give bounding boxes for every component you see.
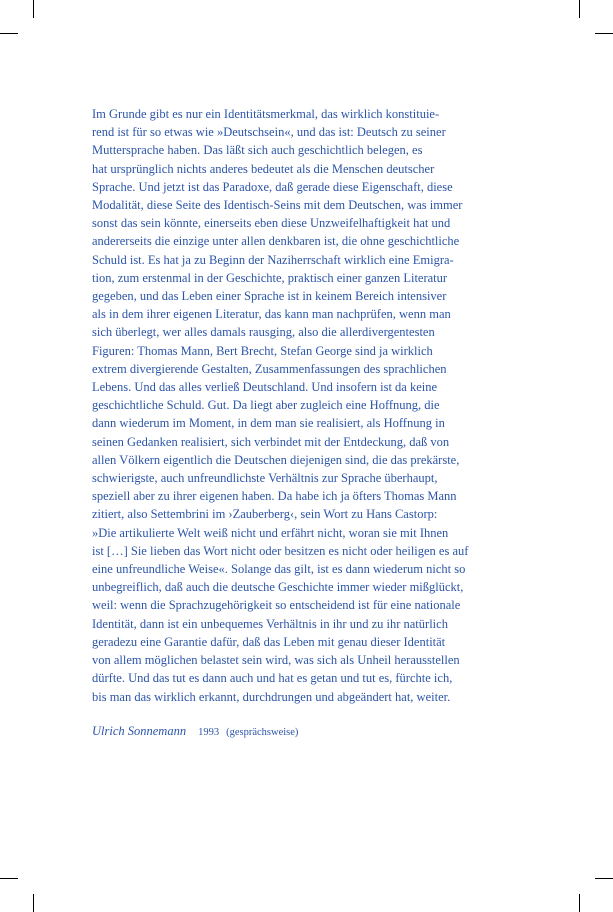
passage-line: Muttersprache haben. Das läßt sich auch geschichtlich belegen, es (92, 143, 423, 158)
passage-line: von allem möglichen belastet sein wird, was sich als Unheil herausstellen (92, 653, 460, 668)
passage-line: gegeben, und das Leben einer Sprache ist in keinem Bereich intensiver (92, 289, 447, 304)
crop-mark-top-left-horizontal (0, 33, 18, 34)
passage-line: Figuren: Thomas Mann, Bert Brecht, Stefan George sind ja wirklich (92, 343, 433, 358)
passage-line: ist […] Sie lieben das Wort nicht oder besitzen es nicht oder heiligen es auf (92, 543, 469, 558)
passage-line: weil: wenn die Sprachzugehörigkeit so entscheidend ist für eine nationale (92, 598, 461, 613)
author-name: Ulrich Sonnemann (92, 724, 187, 738)
attribution-year: 1993 (198, 727, 220, 738)
crop-mark-top-right-horizontal (595, 33, 613, 34)
passage-line: hat ursprünglich nichts anderes bedeutet als die Menschen deutscher (92, 161, 435, 176)
passage-line: »Die artikulierte Welt weiß nicht und erfährt nicht, woran sie mit Ihnen (92, 525, 449, 540)
passage-line: als in dem ihrer eigenen Literatur, das kann man nachprüfen, wenn man (92, 307, 451, 322)
passage-line: tion, zum erstenmal in der Geschichte, praktisch einer ganzen Literatur (92, 270, 448, 285)
passage-line: geradezu eine Garantie dafür, daß das Leben mit genau dieser Identität (92, 634, 446, 649)
passage-line: Identität, dann ist ein unbequemes Verhältnis in ihr und zu ihr natürlich (92, 616, 448, 631)
passage-line: dann wiederum im Moment, in dem man sie realisiert, als Hoffnung in (92, 416, 445, 431)
passage-line: sonst das sein könnte, einerseits eben diese Unzweifelhaftigkeit hat und (92, 216, 451, 231)
passage-line: geschichtliche Schuld. Gut. Da liegt aber zugleich eine Hoffnung, die (92, 398, 440, 413)
quote-passage (92, 105, 522, 706)
passage-line: eine unfreundliche Weise«. Solange das gilt, ist es dann wiederum nicht so (92, 562, 466, 577)
passage-line: allen Völkern eigentlich die Deutschen diejenigen sind, die das prekärste, (92, 452, 460, 467)
crop-mark-bottom-right-horizontal (595, 878, 613, 879)
crop-mark-bottom-right-vertical (579, 894, 580, 912)
passage-line: Sprache. Und jetzt ist das Paradoxe, daß gerade diese Eigenschaft, diese (92, 179, 453, 194)
passage-line: andererseits die einzige unter allen denkbaren ist, die ohne geschichtliche (92, 234, 460, 249)
attribution (92, 722, 298, 740)
passage-line: unbegreiflich, daß auch die deutsche Geschichte immer wieder mißglückt, (92, 580, 464, 595)
passage-line: sich überlegt, wer alles damals rausging, also die allerdivergentesten (92, 325, 435, 340)
crop-mark-top-right-vertical (579, 0, 580, 18)
passage-line: Im Grunde gibt es nur ein Identitätsmerkmal, das wirklich konstituie- (92, 107, 440, 121)
crop-mark-top-left-vertical (33, 0, 34, 18)
passage-line: rend ist für so etwas wie »Deutschsein«, und das ist: Deutsch zu seiner (92, 125, 446, 140)
crop-mark-bottom-left-horizontal (0, 878, 18, 879)
passage-line: speziell aber zu ihrer eigenen haben. Da habe ich ja öfters Thomas Mann (92, 489, 457, 504)
passage-line: bis man das wirklich erkannt, durchdrungen und abgeändert hat, weiter. (92, 689, 451, 704)
passage-line: Modalität, diese Seite des Identisch-Seins mit dem Deutschen, was immer (92, 198, 463, 213)
passage-line: dürfte. Und das tut es dann auch und hat es getan und tut es, fürchte ich, (92, 671, 453, 686)
passage-line: zitiert, also Settembrini im ›Zauberberg‹, sein Wort zu Hans Castorp: (92, 507, 438, 522)
attribution-note: (gesprächsweise) (226, 727, 299, 738)
passage-line: extrem divergierende Gestalten, Zusammenfassungen des sprachlichen (92, 361, 447, 376)
passage-line: seinen Gedanken realisiert, sich verbindet mit der Entdeckung, daß von (92, 434, 450, 449)
passage-line: schwierigste, auch unfreundlichste Verhältnis zur Sprache überhaupt, (92, 471, 438, 486)
crop-mark-bottom-left-vertical (33, 894, 34, 912)
passage-line: Lebens. Und das alles verließ Deutschland. Und insofern ist da keine (92, 380, 438, 395)
passage-line: Schuld ist. Es hat ja zu Beginn der Naziherrschaft wirklich eine Emigra- (92, 252, 454, 267)
